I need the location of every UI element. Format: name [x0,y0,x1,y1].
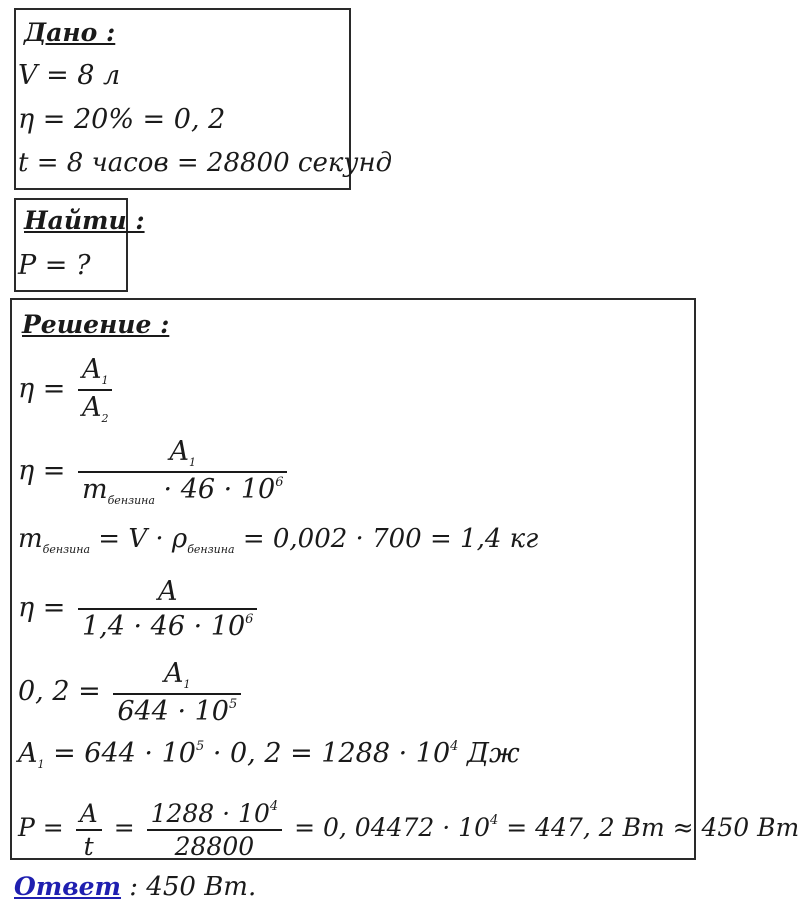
equals-sign: = [113,813,135,842]
fraction-denominator: t [83,831,94,861]
subscript: 1 [183,678,191,691]
fraction-numerator: A [76,801,102,831]
power-equation-tail: = 0, 04472 · 10 [294,813,490,842]
fraction-numerator [78,356,113,391]
fraction-a-over-value [78,578,257,640]
subscript: 1 [37,758,45,771]
exponent: 5 [228,697,238,712]
fraction-denominator [113,695,241,725]
eta-symbol: η = [18,592,66,624]
fraction-numerator [78,438,287,473]
given-time: t = 8 часов = 28800 секунд [18,148,393,178]
subscript: 1 [188,456,196,469]
denominator-tail: · 46 · 10 [163,474,276,505]
exponent: 6 [245,612,254,627]
power-result: = 447, 2 Вт ≈ 450 Вт [506,813,799,842]
work-equation-tail: · 0, 2 = 1288 · 10 [212,738,451,769]
fraction-a1-a2 [78,356,113,424]
fraction-a1-over-mass-heat [78,438,287,506]
a-symbol: A [169,436,189,467]
m-symbol: m [18,524,43,554]
given-volume: V = 8 л [18,60,121,91]
solution-heading: Решение : [22,310,170,339]
answer-value: : 450 Вт. [129,872,257,902]
fraction-1288-over-28800 [147,800,283,859]
denominator-value: 644 · 10 [117,696,229,727]
fraction-numerator [147,800,283,831]
eta-symbol: η = [18,455,66,487]
exponent: 5 [195,739,205,754]
a-symbol: A [18,738,38,769]
numerator-value: 1288 · 10 [150,799,270,828]
unit-joule: Дж [467,738,520,769]
answer-line [14,874,256,900]
p-symbol: P = [18,813,64,842]
eq-efficiency-value [18,578,261,640]
eq-mass [18,526,538,555]
m-symbol: m [81,474,108,505]
fraction-numerator: A [78,578,257,610]
fraction-numerator [113,660,241,695]
denominator-value: 1,4 · 46 · 10 [81,611,246,642]
work-equation-middle: = 644 · 10 [53,738,196,769]
answer-label: Ответ [14,872,122,901]
a-symbol: A [164,658,184,689]
exponent: 6 [275,475,284,490]
eq-power [18,800,799,859]
exponent: 4 [450,739,459,754]
subscript: 2 [101,412,109,425]
eq-efficiency-ratio [18,356,116,424]
fraction-denominator [78,473,287,506]
fraction-denominator [78,391,113,424]
given-efficiency: η = 20% = 0, 2 [18,104,226,135]
eta-symbol: η = [18,373,66,405]
subscript: бензина [187,543,235,556]
a-symbol: A [81,354,102,385]
mass-equation-tail: = 0,002 · 700 = 1,4 кг [242,524,539,554]
fraction-denominator: 28800 [174,832,255,861]
eq-efficiency-mass [18,438,291,506]
given-heading: Дано : [24,18,116,47]
a-symbol: A [81,392,102,423]
fraction-a-over-t [76,798,102,861]
subscript: бензина [42,543,91,556]
subscript: 1 [101,374,109,387]
exponent: 4 [269,799,279,814]
mass-equation-middle: = V · ρ [98,524,188,554]
eq-point-two [18,660,245,725]
fraction-a1-over-644 [113,660,241,725]
subscript: бензина [107,494,155,507]
find-heading: Найти : [24,206,145,235]
eq-left-side: 0, 2 = [18,676,101,707]
find-target: P = ? [18,250,91,281]
eq-work [18,740,520,770]
exponent: 4 [489,813,499,828]
fraction-denominator [78,610,257,640]
